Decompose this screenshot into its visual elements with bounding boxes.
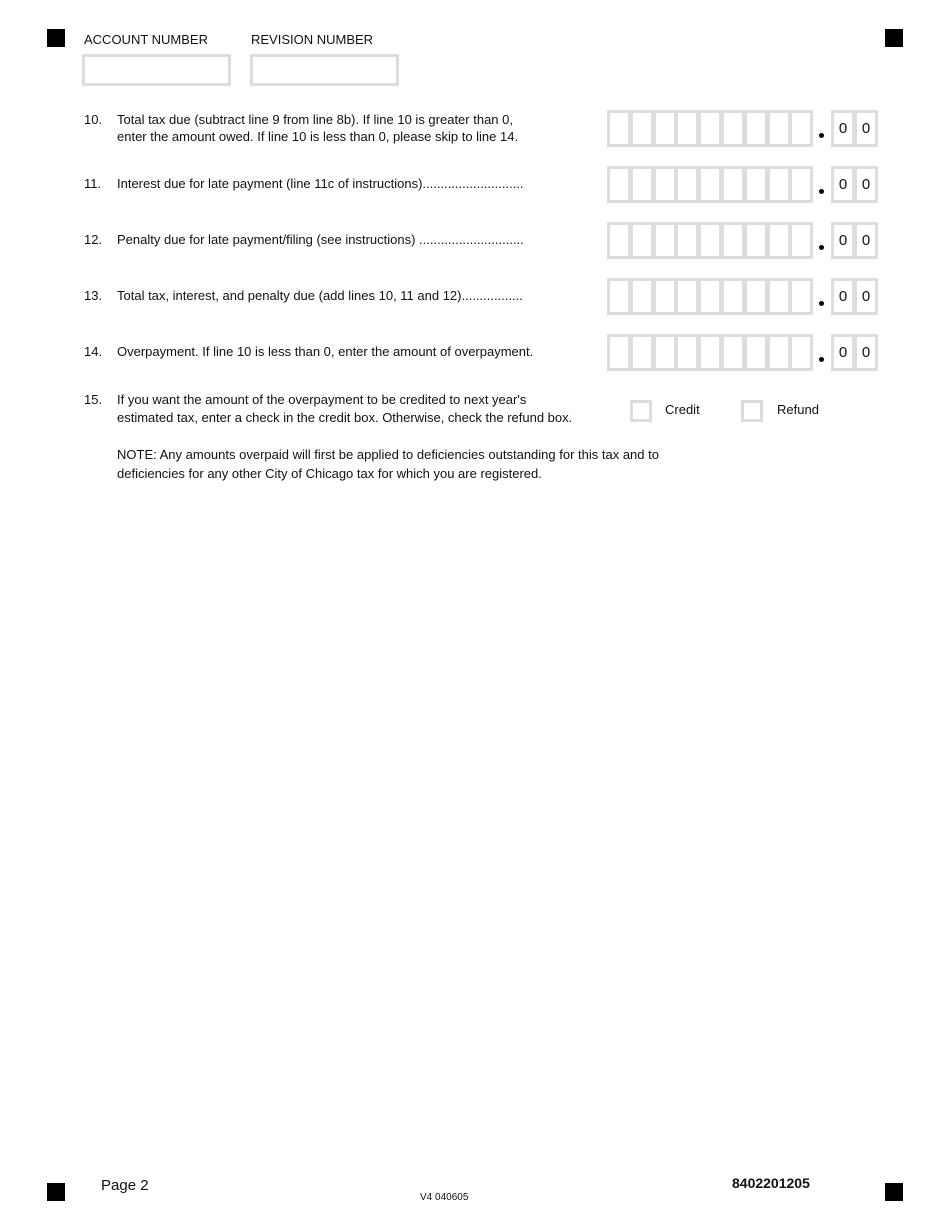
digit-box[interactable] bbox=[607, 166, 631, 203]
line-number: 10. bbox=[84, 112, 103, 127]
digit-box[interactable] bbox=[607, 334, 631, 371]
refund-checkbox[interactable] bbox=[741, 400, 763, 422]
registration-mark bbox=[885, 29, 903, 47]
digit-box[interactable] bbox=[721, 110, 745, 147]
note-text: deficiencies for any other City of Chicago tax for which you are registered. bbox=[117, 466, 542, 481]
digit-box[interactable] bbox=[789, 278, 813, 315]
decimal-point bbox=[819, 245, 824, 250]
digit-box[interactable] bbox=[767, 166, 791, 203]
digit-box[interactable] bbox=[744, 222, 768, 259]
line-text: Overpayment. If line 10 is less than 0, enter the amount of overpayment. bbox=[117, 344, 534, 359]
digit-box[interactable] bbox=[698, 278, 722, 315]
digit-box[interactable] bbox=[721, 278, 745, 315]
digit-box[interactable] bbox=[721, 222, 745, 259]
digit-box[interactable] bbox=[767, 334, 791, 371]
cents-box[interactable]: 0 bbox=[854, 166, 878, 203]
registration-mark bbox=[47, 29, 65, 47]
line-number: 15. bbox=[84, 392, 103, 407]
digit-box[interactable] bbox=[789, 166, 813, 203]
digit-box[interactable] bbox=[630, 278, 654, 315]
digit-box[interactable] bbox=[721, 166, 745, 203]
page-number: Page 2 bbox=[101, 1177, 149, 1194]
cents-box[interactable]: 0 bbox=[854, 278, 878, 315]
digit-box[interactable] bbox=[789, 334, 813, 371]
account-number-label: ACCOUNT NUMBER bbox=[84, 32, 208, 47]
line-text: Penalty due for late payment/filing (see instructions) ............................. bbox=[117, 232, 524, 247]
digit-box[interactable] bbox=[675, 166, 699, 203]
line-text: If you want the amount of the overpayment to be credited to next year's bbox=[117, 392, 527, 407]
digit-box[interactable] bbox=[721, 334, 745, 371]
digit-box[interactable] bbox=[630, 222, 654, 259]
revision-number-label: REVISION NUMBER bbox=[251, 32, 374, 47]
cents-box[interactable]: 0 bbox=[831, 334, 855, 371]
digit-box[interactable] bbox=[630, 110, 654, 147]
credit-checkbox[interactable] bbox=[630, 400, 652, 422]
digit-box[interactable] bbox=[744, 278, 768, 315]
credit-label: Credit bbox=[665, 402, 700, 417]
digit-box[interactable] bbox=[767, 110, 791, 147]
registration-mark bbox=[885, 1183, 903, 1201]
digit-box[interactable] bbox=[653, 334, 677, 371]
form-code: 8402201205 bbox=[732, 1175, 810, 1191]
line-text: Total tax, interest, and penalty due (add lines 10, 11 and 12)................. bbox=[117, 288, 523, 303]
cents-box[interactable]: 0 bbox=[831, 166, 855, 203]
digit-box[interactable] bbox=[698, 334, 722, 371]
line-text: estimated tax, enter a check in the credit box. Otherwise, check the refund box. bbox=[117, 410, 573, 425]
digit-box[interactable] bbox=[607, 222, 631, 259]
digit-box[interactable] bbox=[630, 334, 654, 371]
decimal-point bbox=[819, 357, 824, 362]
cents-box[interactable]: 0 bbox=[831, 278, 855, 315]
cents-box[interactable]: 0 bbox=[854, 334, 878, 371]
note-text: NOTE: Any amounts overpaid will first be applied to deficiencies outstanding for this tax and to bbox=[117, 447, 659, 462]
line-text: Interest due for late payment (line 11c of instructions)............................ bbox=[117, 176, 524, 191]
line-number: 13. bbox=[84, 288, 103, 303]
digit-box[interactable] bbox=[653, 166, 677, 203]
line-number: 12. bbox=[84, 232, 103, 247]
line-number: 11. bbox=[84, 176, 102, 191]
revision-number-field[interactable] bbox=[250, 54, 399, 86]
digit-box[interactable] bbox=[675, 110, 699, 147]
cents-box[interactable]: 0 bbox=[831, 222, 855, 259]
cents-box[interactable]: 0 bbox=[854, 110, 878, 147]
digit-box[interactable] bbox=[744, 166, 768, 203]
cents-box[interactable]: 0 bbox=[831, 110, 855, 147]
line-text: Total tax due (subtract line 9 from line 8b). If line 10 is greater than 0, bbox=[117, 112, 513, 127]
account-number-field[interactable] bbox=[82, 54, 231, 86]
decimal-point bbox=[819, 133, 824, 138]
digit-box[interactable] bbox=[653, 278, 677, 315]
digit-box[interactable] bbox=[653, 110, 677, 147]
version-code: V4 040605 bbox=[420, 1192, 469, 1203]
digit-box[interactable] bbox=[675, 278, 699, 315]
digit-box[interactable] bbox=[698, 166, 722, 203]
cents-box[interactable]: 0 bbox=[854, 222, 878, 259]
digit-box[interactable] bbox=[675, 334, 699, 371]
digit-box[interactable] bbox=[607, 278, 631, 315]
digit-box[interactable] bbox=[675, 222, 699, 259]
digit-box[interactable] bbox=[789, 110, 813, 147]
digit-box[interactable] bbox=[767, 222, 791, 259]
line-number: 14. bbox=[84, 344, 103, 359]
digit-box[interactable] bbox=[630, 166, 654, 203]
digit-box[interactable] bbox=[607, 110, 631, 147]
digit-box[interactable] bbox=[653, 222, 677, 259]
digit-box[interactable] bbox=[744, 334, 768, 371]
decimal-point bbox=[819, 301, 824, 306]
digit-box[interactable] bbox=[698, 110, 722, 147]
decimal-point bbox=[819, 189, 824, 194]
registration-mark bbox=[47, 1183, 65, 1201]
digit-box[interactable] bbox=[789, 222, 813, 259]
digit-box[interactable] bbox=[698, 222, 722, 259]
digit-box[interactable] bbox=[744, 110, 768, 147]
line-text: enter the amount owed. If line 10 is less than 0, please skip to line 14. bbox=[117, 129, 519, 144]
refund-label: Refund bbox=[777, 402, 819, 417]
digit-box[interactable] bbox=[767, 278, 791, 315]
